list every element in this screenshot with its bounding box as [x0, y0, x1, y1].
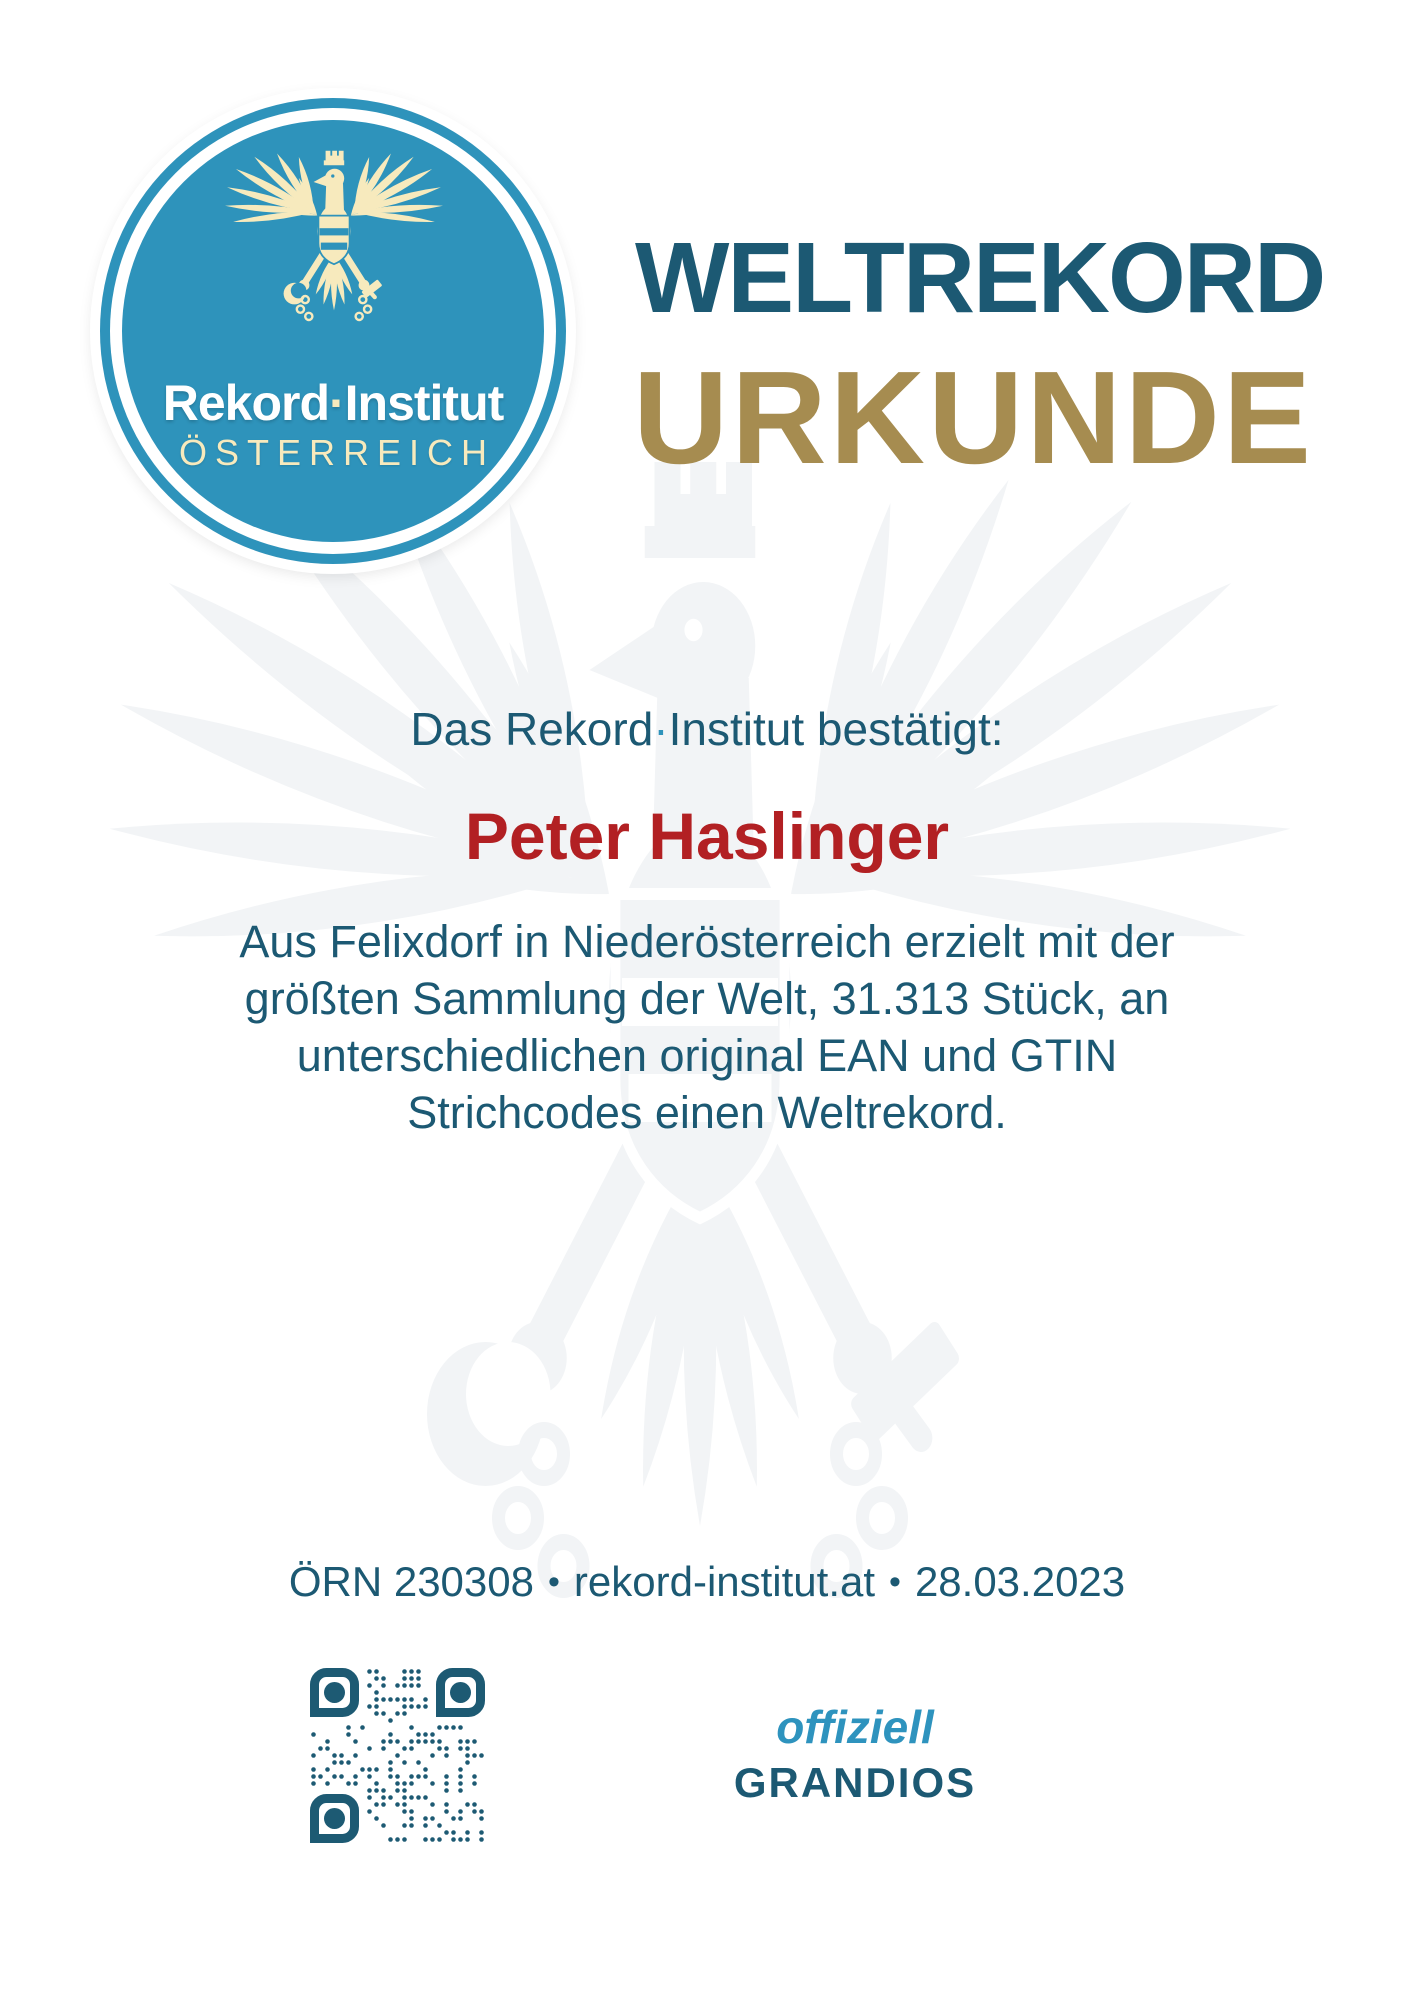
logo-title: [122, 374, 544, 432]
qr-code: [310, 1668, 485, 1843]
grandios-label: GRANDIOS: [733, 1758, 977, 1806]
headline-urkunde: URKUNDE: [633, 344, 1314, 491]
austrian-eagle-icon: [214, 140, 454, 380]
certificate-number: ÖRN 230308: [288, 1558, 534, 1605]
record-holder-name: Peter Haslinger: [464, 799, 950, 873]
institute-website: rekord-institut.at: [573, 1558, 876, 1605]
record-description: [0, 913, 1414, 1141]
record-description-line: Strichcodes einen Weltrekord.: [407, 1087, 1007, 1138]
confirmation-line: [0, 702, 1414, 756]
logo-disc: [122, 120, 544, 542]
confirmation-part1: Das Rekord: [410, 703, 654, 755]
offiziell-label: offiziell: [776, 1701, 934, 1753]
separator-dot: •: [889, 1563, 901, 1601]
confirmation-dot: ·: [653, 703, 669, 755]
certificate-meta: [0, 1558, 1414, 1606]
record-description-line: Aus Felixdorf in Niederösterreich erzielt mit der: [239, 916, 1175, 967]
headline-weltrekord: WELTREKORD: [635, 222, 1325, 334]
separator-dot: •: [548, 1563, 560, 1601]
certificate-date: 28.03.2023: [914, 1558, 1126, 1605]
confirmation-part2: Institut bestätigt:: [668, 703, 1004, 755]
grandios-seal: [715, 1702, 995, 1807]
rekord-institut-logo: [100, 98, 566, 564]
record-description-line: größten Sammlung der Welt, 31.313 Stück, an: [244, 973, 1170, 1024]
logo-title-part1: Rekord: [162, 375, 329, 431]
austrian-eagle-watermark: [50, 390, 1350, 1990]
logo-subtitle: ÖSTERREICH: [178, 432, 496, 473]
record-description-line: unterschiedlichen original EAN und GTIN: [296, 1030, 1118, 1081]
logo-title-dot: ·: [328, 375, 345, 431]
logo-title-part2: Institut: [344, 375, 504, 431]
